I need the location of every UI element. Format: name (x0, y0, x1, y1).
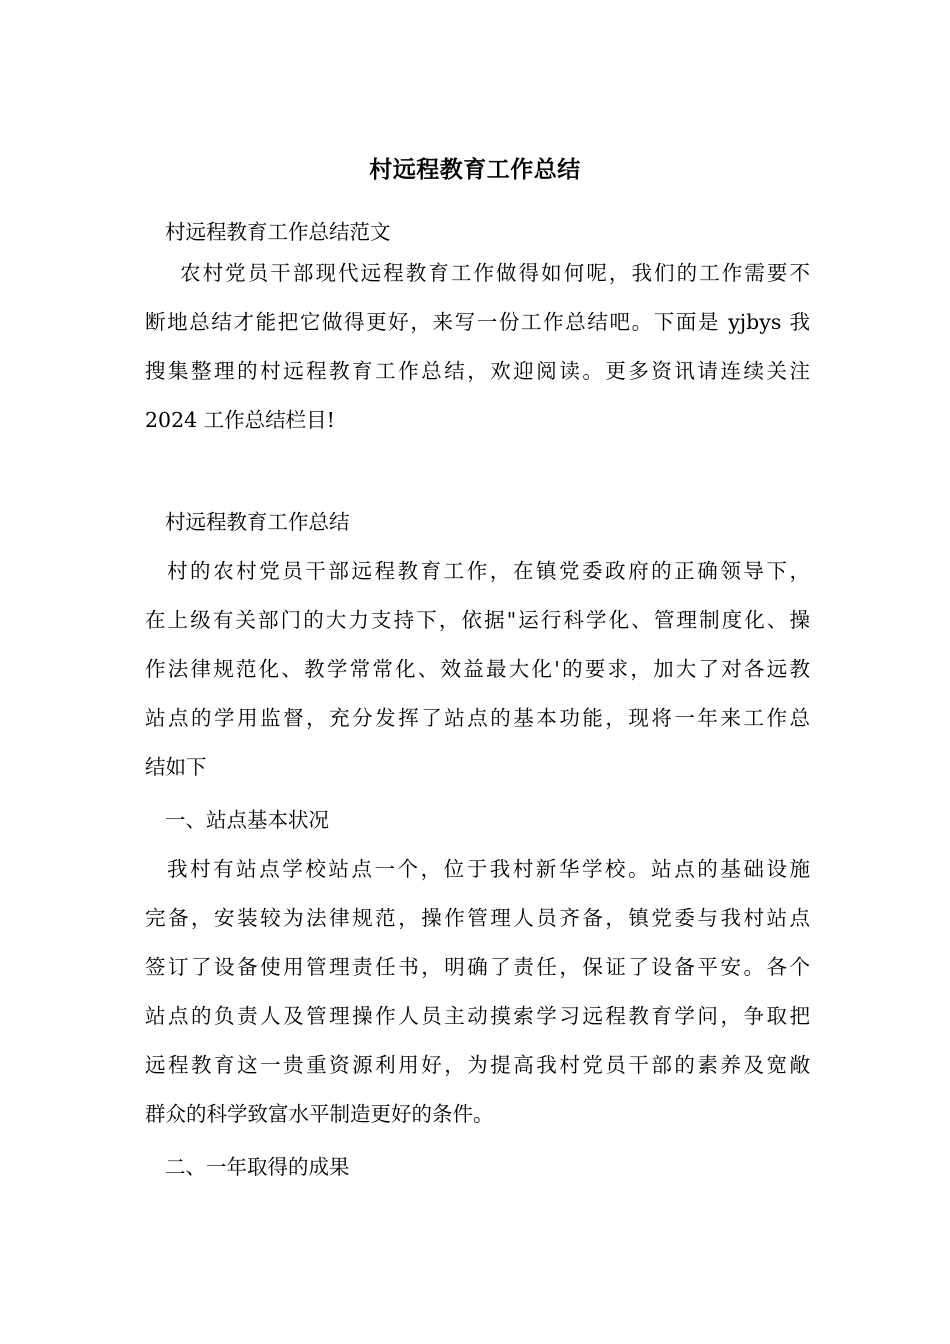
text-line: 完备，安装较为法律规范，操作管理人员齐备，镇党委与我村站点 (145, 906, 810, 930)
body-paragraph-1 (145, 547, 810, 792)
text-line: 签订了设备使用管理责任书，明确了责任，保证了设备平安。各个 (145, 955, 810, 979)
text-line: 村的农村党员干部远程教育工作，在镇党委政府的正确领导下， (167, 559, 810, 583)
intro-paragraph (145, 249, 810, 445)
heading-1-text: 一、站点基本状况 (165, 808, 329, 832)
heading-1 (145, 796, 810, 845)
text-line: 站点的学用监督，充分发挥了站点的基本功能，现将一年来工作总 (145, 706, 810, 730)
text-line: 在上级有关部门的大力支持下，依据"运行科学化、管理制度化、操 (145, 608, 810, 632)
text-line: 站点的负责人及管理操作人员主动摸索学习远程教育学问，争取把 (145, 1004, 810, 1028)
text-line: 我村有站点学校站点一个，位于我村新华学校。站点的基础设施 (167, 857, 810, 881)
body-paragraph-2 (145, 845, 810, 1139)
heading-2 (145, 1143, 810, 1192)
subtitle-text: 村远程教育工作总结范文 (165, 220, 391, 244)
text-line: 作法律规范化、教学常常化、效益最大化'的要求，加大了对各远教 (145, 657, 810, 681)
text-line: 结如下 (145, 755, 207, 779)
heading-2-text: 二、一年取得的成果 (165, 1155, 350, 1179)
text-line: 群众的科学致富水平制造更好的条件。 (145, 1102, 494, 1126)
document-title: 村远程教育工作总结 (369, 156, 581, 183)
text-line: 农村党员干部现代远程教育工作做得如何呢，我们的工作需要不 (180, 261, 810, 285)
text-line: 远程教育这一贵重资源利用好，为提高我村党员干部的素养及宽敞 (145, 1053, 810, 1077)
section-title (145, 498, 810, 547)
text-line: 搜集整理的村远程教育工作总结，欢迎阅读。更多资讯请连续关注 (145, 359, 810, 383)
section-title-text: 村远程教育工作总结 (165, 510, 350, 534)
text-line: 断地总结才能把它做得更好，来写一份工作总结吧。下面是 yjbys 我 (145, 310, 810, 334)
text-line: 2024 工作总结栏目! (145, 408, 335, 432)
